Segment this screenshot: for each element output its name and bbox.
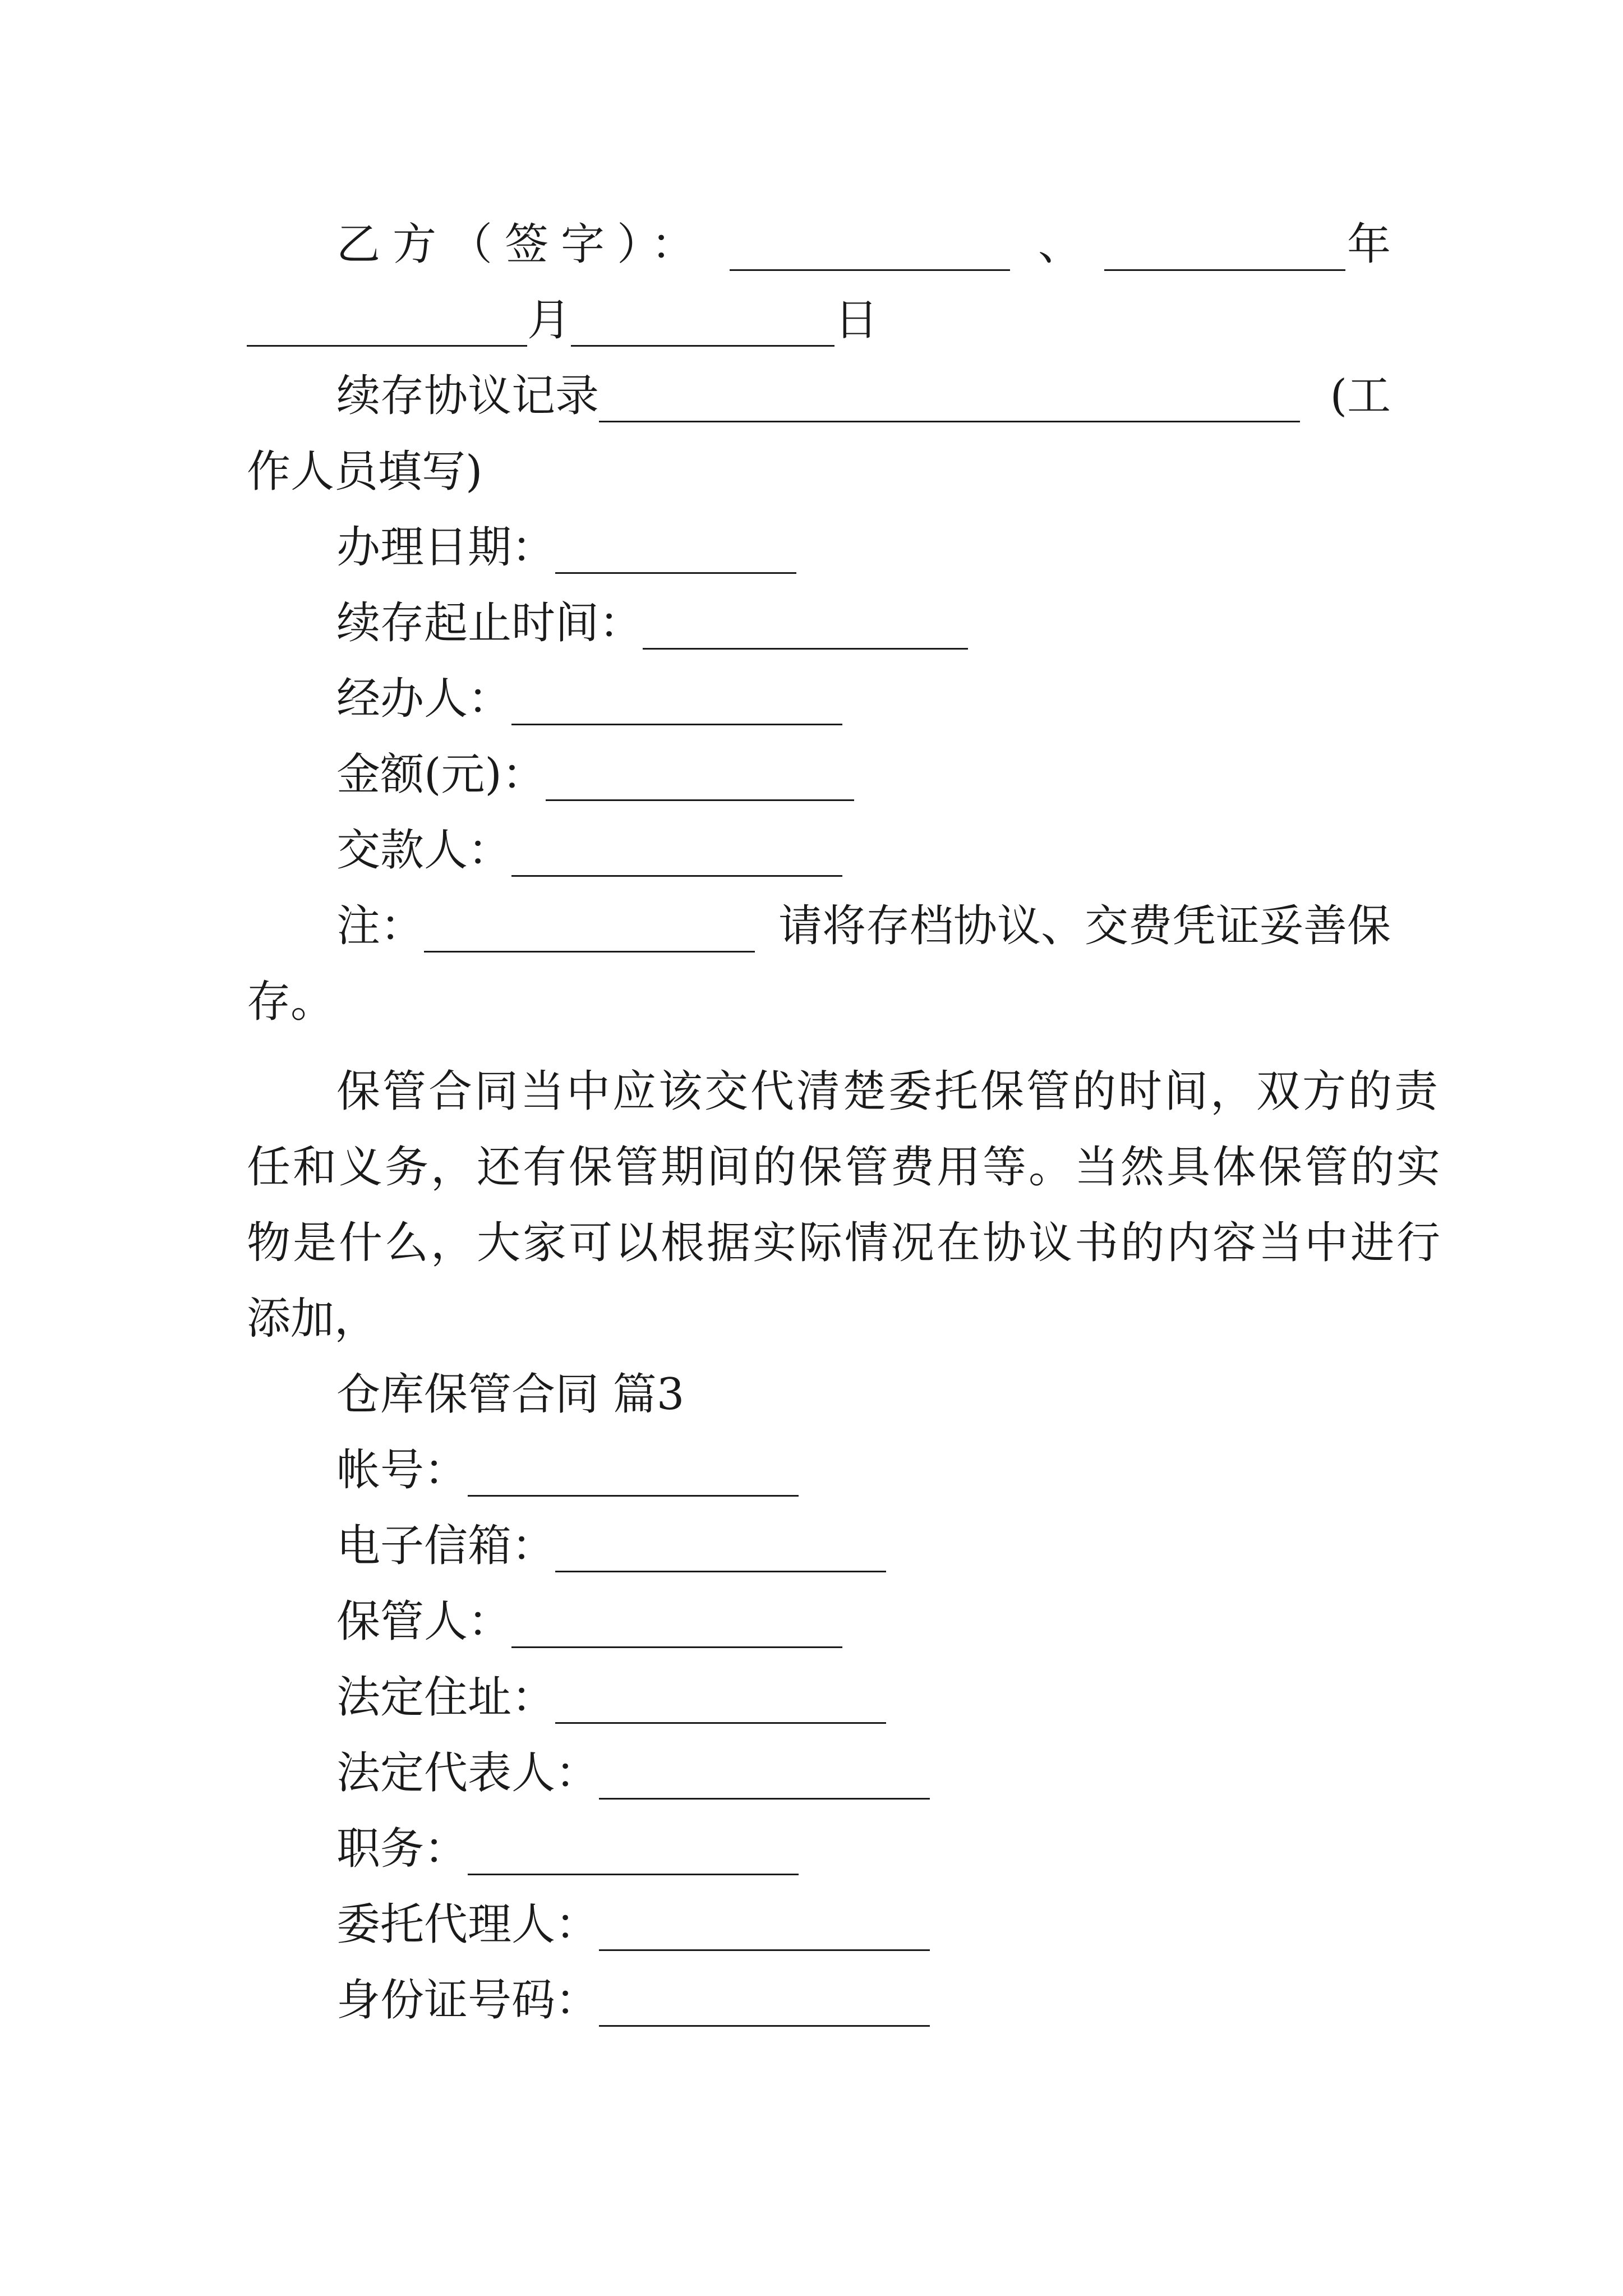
handler-line	[336, 661, 1391, 738]
renewal-period-blank	[643, 592, 968, 650]
note-text-start: 请将存档协议、交费凭证妥善保	[778, 901, 1391, 951]
legal-rep-line	[336, 1735, 1391, 1812]
paragraph-line-4: 添加，	[247, 1294, 379, 1344]
handling-date-line	[336, 509, 1391, 586]
day-label: 日	[834, 295, 879, 346]
handling-date-blank	[555, 516, 796, 574]
id-number-blank	[599, 1969, 930, 2027]
custodian-label: 保管人：	[336, 1596, 512, 1647]
day-blank	[571, 289, 834, 347]
renewal-period-line	[336, 585, 1391, 662]
address-label: 法定住址：	[336, 1672, 556, 1723]
note-text-end: 存。	[247, 977, 335, 1027]
payer-blank	[511, 819, 842, 877]
payer-label: 交款人：	[336, 825, 512, 876]
email-label: 电子信箱：	[336, 1521, 556, 1571]
year-label: 年	[1347, 219, 1391, 270]
month-label: 月	[527, 295, 571, 346]
id-number-label: 身份证号码：	[336, 1975, 600, 2026]
custodian-blank	[511, 1590, 842, 1648]
account-label: 帐号：	[336, 1445, 468, 1496]
id-number-line	[336, 1962, 1391, 2039]
handler-label: 经办人：	[336, 674, 512, 724]
renewal-record-blank	[599, 365, 1300, 422]
renewal-record-note-end: 作人员填写)	[247, 447, 483, 497]
handler-blank	[511, 668, 842, 725]
payer-line	[336, 812, 1391, 889]
note-blank	[424, 895, 755, 953]
email-line	[336, 1508, 1391, 1585]
position-line	[336, 1811, 1391, 1888]
month-day-line	[247, 282, 1391, 359]
address-line	[336, 1659, 1391, 1736]
agent-line	[336, 1887, 1391, 1963]
month-blank	[247, 289, 527, 347]
paragraph-line-1: 保管合同当中应该交代清楚委托保管的时间，双方的责	[336, 1066, 1441, 1117]
paragraph-line-3: 物是什么，大家可以根据实际情况在协议书的内容当中进行	[247, 1218, 1443, 1268]
party-b-signature-blank	[730, 213, 1010, 271]
section-heading: 仓库保管合同 篇3	[336, 1369, 685, 1420]
legal-rep-blank	[599, 1742, 930, 1800]
legal-rep-label: 法定代表人：	[336, 1748, 600, 1798]
agent-label: 委托代理人：	[336, 1899, 600, 1950]
party-b-signature-line	[336, 206, 1391, 283]
note-text-line	[247, 964, 1391, 1041]
amount-label: 金额(元)：	[336, 749, 546, 800]
address-blank	[555, 1666, 886, 1724]
party-b-label: 乙方（签字）：	[336, 219, 708, 270]
email-blank	[555, 1515, 886, 1572]
account-blank	[468, 1439, 799, 1497]
renewal-record-label: 续存协议记录	[336, 371, 600, 421]
paragraph-line-2: 任和义务，还有保管期间的保管费用等。当然具体保管的实	[247, 1142, 1443, 1193]
renewal-record-line	[336, 358, 1391, 435]
account-line	[336, 1432, 1391, 1509]
agent-blank	[599, 1893, 930, 1951]
renewal-record-note-line	[247, 434, 1391, 510]
position-label: 职务：	[336, 1824, 468, 1874]
note-label: 注：	[336, 901, 425, 951]
year-blank	[1104, 213, 1345, 271]
position-blank	[468, 1818, 799, 1875]
amount-blank	[546, 743, 854, 801]
amount-line	[336, 737, 1391, 813]
custodian-line	[336, 1584, 1391, 1660]
renewal-record-note-start: (工	[1330, 371, 1391, 421]
note-line	[336, 888, 1391, 965]
separator: 、	[1038, 219, 1082, 270]
renewal-period-label: 续存起止时间：	[336, 598, 643, 648]
handling-date-label: 办理日期：	[336, 522, 556, 573]
